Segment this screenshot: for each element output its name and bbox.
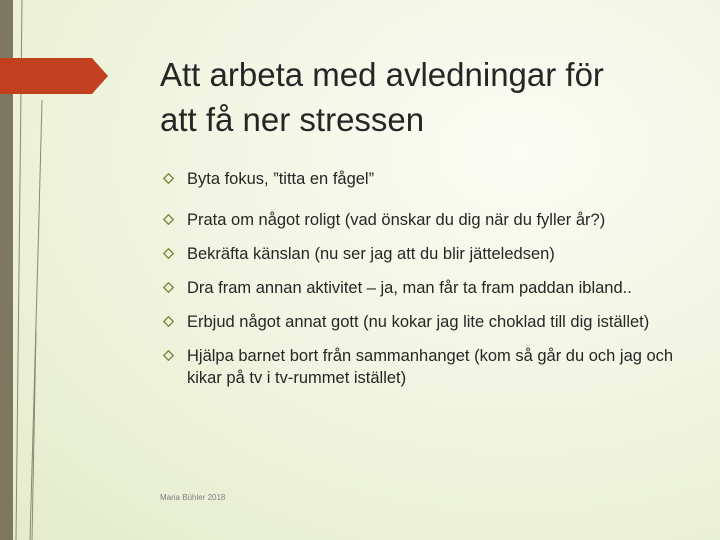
bullet-item [160,345,680,389]
bullet-text: Hjälpa barnet bort från sammanhanget (kom så går du och jag och kikar på tv i tv-rummet istället) [187,347,674,387]
bullet-text: Prata om något roligt (vad önskar du dig när du fyller år?) [187,211,606,229]
diamond-outline-icon [163,173,174,184]
title-line-1: Att arbeta med avledningar för [160,56,604,93]
diamond-outline-icon [163,282,174,293]
bullet-text: Byta fokus, ”titta en fågel” [187,170,375,188]
bullet-text: Erbjud något annat gott (nu kokar jag lite choklad till dig istället) [187,313,650,331]
title-line-2: att få ner stressen [160,101,425,138]
bullet-item [160,311,680,333]
bullet-text: Bekräfta känslan (nu ser jag att du blir jätteledsen) [187,245,555,263]
bullet-list [160,168,680,389]
diamond-outline-icon [163,350,174,361]
bullet-item [160,277,680,299]
bullet-item [160,243,680,265]
diamond-outline-icon [163,214,174,225]
diamond-outline-icon [163,248,174,259]
slide-title [160,52,680,142]
bullet-text: Dra fram annan aktivitet – ja, man får ta fram paddan ibland.. [187,279,632,297]
footer-author: Maria Bühler 2018 [160,493,226,502]
bullet-item [160,168,680,190]
diamond-outline-icon [163,316,174,327]
bullet-item [160,209,680,231]
title-accent-shape [0,58,108,94]
